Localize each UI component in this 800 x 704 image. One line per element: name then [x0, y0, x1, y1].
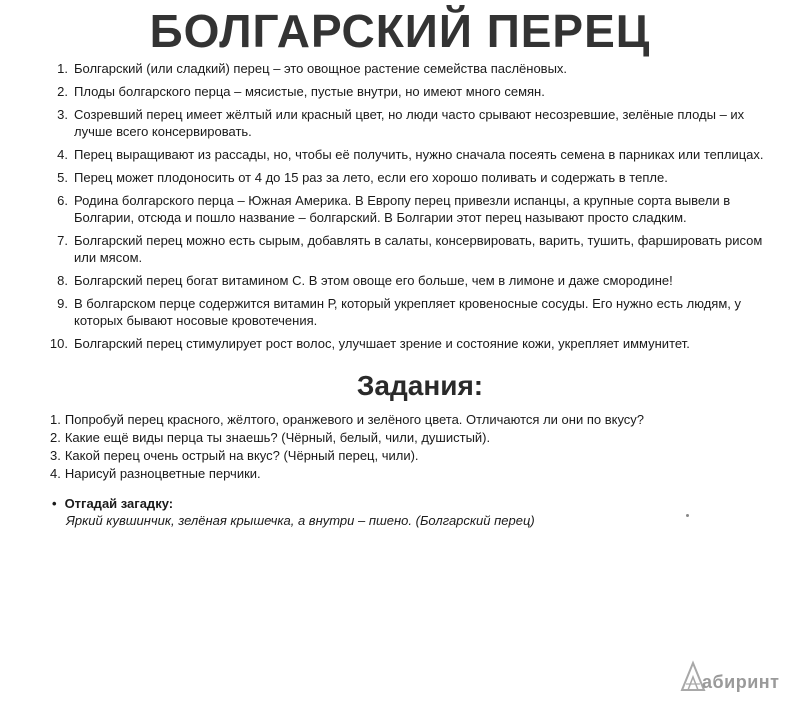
fact-item-4 [38, 146, 768, 163]
fact-number: 6. [57, 193, 68, 208]
task-number: 1. [50, 412, 61, 427]
page-title: БОЛГАРСКИЙ ПЕРЕЦ [149, 5, 651, 57]
fact-text: Созревший перец имеет жёлтый или красный цвет, но люди часто срывают несозревшие, зелёные плоды – их лучше всего консервировать. [74, 107, 745, 139]
riddle-text: Яркий кувшинчик, зелёная крышечка, а внутри – пшено. (Болгарский перец) [66, 513, 535, 528]
fact-number: 1. [57, 61, 68, 76]
fact-item-6 [38, 192, 768, 226]
fact-text: Болгарский перец можно есть сырым, добавлять в салаты, консервировать, варить, тушить, фаршировать рисом или мясом. [74, 233, 763, 265]
fact-item-3 [38, 106, 768, 140]
fact-item-1 [38, 60, 768, 77]
fact-text: Болгарский (или сладкий) перец – это овощное растение семейства паслёновых. [74, 61, 568, 76]
fact-text: В болгарском перце содержится витамин Р, который укрепляет кровеносные сосуды. Его нужно есть людям, у которых бывают носовые кровотечения. [74, 296, 741, 328]
task-text: Нарисуй разноцветные перчики. [64, 466, 261, 481]
task-number: 4. [50, 466, 61, 481]
riddle-heading-text: Отгадай загадку: [64, 496, 174, 511]
bullet-icon: • [52, 496, 57, 511]
tasks-list [50, 411, 770, 483]
fact-number: 10. [49, 336, 68, 351]
task-number: 3. [50, 448, 61, 463]
fact-item-8 [38, 272, 768, 289]
fact-item-5 [38, 169, 768, 186]
task-item-2 [50, 429, 770, 447]
fact-number: 3. [57, 107, 68, 122]
fact-text: Болгарский перец богат витамином С. В этом овоще его больше, чем в лимоне и даже смородине! [74, 273, 673, 288]
facts-list [38, 60, 768, 358]
fact-number: 4. [57, 147, 68, 162]
scan-speck [686, 514, 689, 517]
fact-number: 2. [57, 84, 68, 99]
fact-number: 7. [57, 233, 68, 248]
fact-number: 8. [57, 273, 68, 288]
task-item-1 [50, 411, 770, 429]
task-text: Какие ещё виды перца ты знаешь? (Чёрный, белый, чили, душистый). [64, 430, 491, 445]
fact-number: 5. [57, 170, 68, 185]
fact-text: Болгарский перец стимулирует рост волос, улучшает зрение и состояние кожи, укрепляет иммунитет. [74, 336, 690, 351]
fact-text: Перец может плодоносить от 4 до 15 раз за лето, если его хорошо поливать и содержать в тепле. [74, 170, 668, 185]
tasks-heading: Задания: [356, 370, 484, 401]
watermark [680, 660, 792, 696]
task-text: Какой перец очень острый на вкус? (Чёрный перец, чили). [64, 448, 419, 463]
task-item-3 [50, 447, 770, 465]
fact-text: Родина болгарского перца – Южная Америка. В Европу перец привезли испанцы, а крупные сорта вывели в Болгарии, отсюда и пошло название – болгарский. В Болгарии этот перец называют просто сладким. [74, 193, 731, 225]
task-number: 2. [50, 430, 61, 445]
fact-number: 9. [57, 296, 68, 311]
fact-item-9 [38, 295, 768, 329]
task-item-4 [50, 465, 770, 483]
fact-item-7 [38, 232, 768, 266]
fact-item-2 [38, 83, 768, 100]
fact-text: Перец выращивают из рассады, но, чтобы её получить, нужно сначала посеять семена в парниках или теплицах. [74, 147, 764, 162]
fact-text: Плоды болгарского перца – мясистые, пустые внутри, но имеют много семян. [74, 84, 545, 99]
watermark-text: абиринт [702, 672, 780, 692]
task-text: Попробуй перец красного, жёлтого, оранжевого и зелёного цвета. Отличаются ли они по вкусу? [64, 412, 645, 427]
fact-item-10 [38, 335, 768, 352]
riddle-heading [52, 496, 173, 511]
